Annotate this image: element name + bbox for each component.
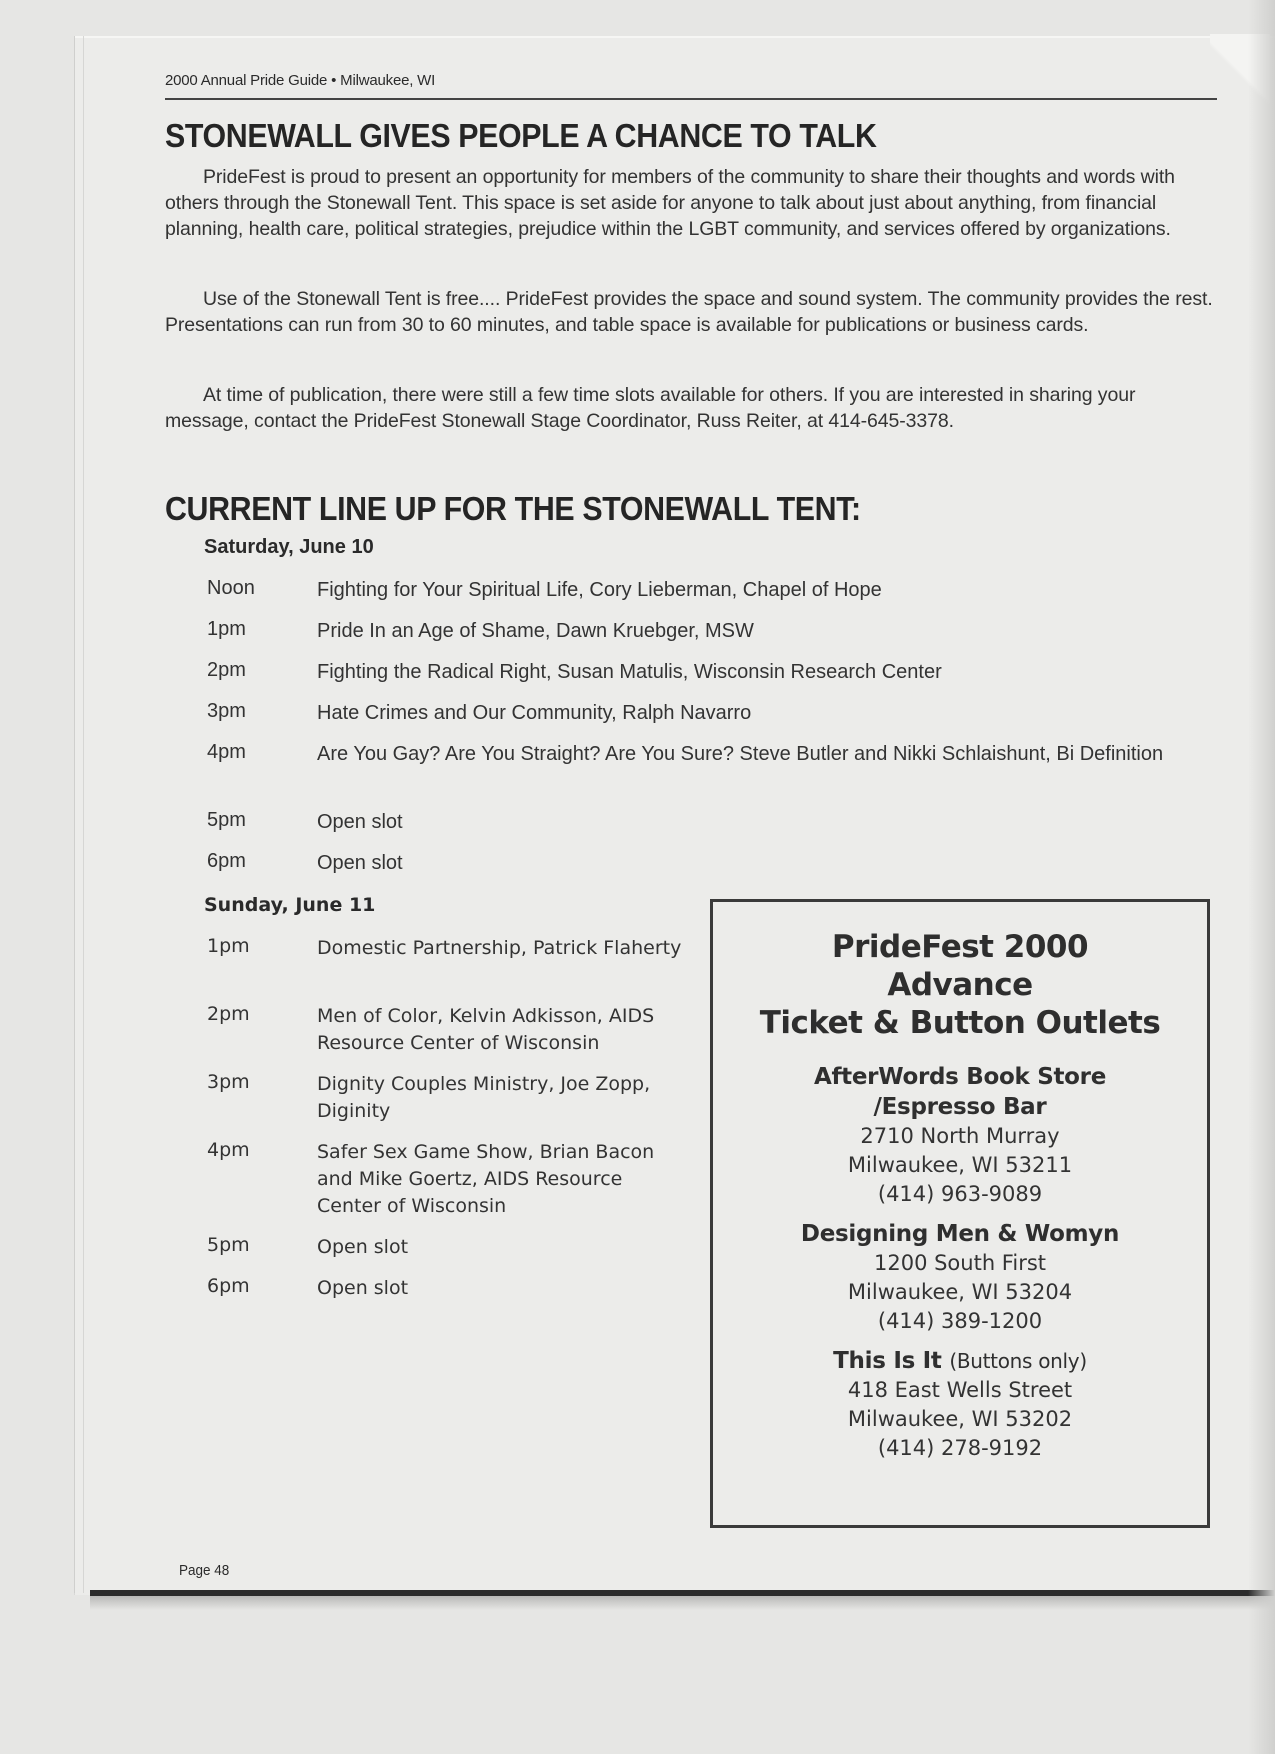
box-title [713, 928, 1207, 1042]
outlet-city: Milwaukee, WI 53202 [847, 1407, 1073, 1431]
slot-time: 6pm [207, 1275, 250, 1297]
binding-shadow [1248, 0, 1275, 1754]
slot-event: Men of Color, Kelvin Adkisson, AIDS Resource Center of Wisconsin [317, 1005, 655, 1054]
slot-time: 1pm [207, 935, 250, 957]
outlet-name: AfterWords Book Store [813, 1064, 1107, 1090]
page-edge [74, 36, 84, 1593]
slot-event: Pride In an Age of Shame, Dawn Kruebger, MSW [317, 620, 754, 642]
slot-event: Fighting the Radical Right, Susan Matulis, Wisconsin Research Center [317, 661, 942, 683]
box-title-line: Ticket & Button Outlets [759, 1005, 1161, 1041]
slot-event: Are You Gay? Are You Straight? Are You Sure? Steve Butler and Nikki Schlaishunt, Bi Definition [317, 743, 1164, 765]
slot-event: Fighting for Your Spiritual Life, Cory Lieberman, Chapel of Hope [317, 579, 882, 601]
outlet-phone: (414) 963-9089 [877, 1182, 1043, 1206]
outlet-address: 2710 North Murray [860, 1124, 1060, 1148]
page-shadow [90, 1596, 1275, 1610]
header-rule [165, 98, 1217, 100]
slot-time: 2pm [207, 1003, 250, 1025]
slot-time: 5pm [207, 809, 246, 831]
outlet-name: This Is It [833, 1348, 942, 1374]
paragraph-text: Use of the Stonewall Tent is free.... PrideFest provides the space and sound system. The community provides the rest. Presentations can run from 30 to 60 minutes, and table space is available for publications or business cards. [165, 288, 1213, 336]
slot-event: Safer Sex Game Show, Brian Bacon and Mike Goertz, AIDS Resource Center of Wisconsin [317, 1141, 655, 1217]
outlet-city: Milwaukee, WI 53211 [847, 1153, 1073, 1177]
outlet-city: Milwaukee, WI 53204 [847, 1280, 1073, 1304]
slot-time: 4pm [207, 741, 246, 763]
slot-event: Dignity Couples Ministry, Joe Zopp, Diginity [317, 1073, 651, 1122]
slot-event: Open slot [317, 1277, 409, 1299]
page-number: Page 48 [179, 1562, 230, 1579]
slot-time: 6pm [207, 850, 246, 872]
article-paragraph-1 [165, 164, 1215, 242]
outlet-designing-men-womyn [713, 1219, 1207, 1336]
ticket-outlets-box [710, 899, 1210, 1528]
slot-event: Open slot [317, 852, 403, 874]
outlet-name: Designing Men & Womyn [800, 1221, 1120, 1247]
slot-event: Open slot [317, 811, 403, 833]
slot-time: 2pm [207, 659, 246, 681]
slot-time: Noon [207, 577, 255, 599]
outlet-afterwords [713, 1062, 1207, 1209]
paragraph-text: PrideFest is proud to present an opportunity for members of the community to share their thoughts and words with others through the Stonewall Tent. This space is set aside for anyone to talk about just about anything, from financial planning, health care, political strategies, prejudice within the LGBT community, and services offered by organizations. [165, 166, 1175, 240]
paragraph-text: At time of publication, there were still a few time slots available for others. If you are interested in sharing your message, contact the PrideFest Stonewall Stage Coordinator, Russ Reiter, at 414-645-3378. [165, 384, 1136, 432]
outlet-this-is-it [713, 1346, 1207, 1463]
slot-event: Hate Crimes and Our Community, Ralph Navarro [317, 702, 752, 724]
day-heading-saturday: Saturday, June 10 [204, 536, 374, 558]
article-paragraph-2 [165, 286, 1215, 338]
outlet-address: 1200 South First [873, 1251, 1047, 1275]
article-title: STONEWALL GIVES PEOPLE A CHANCE TO TALK [165, 117, 877, 154]
box-title-line: PrideFest 2000 [831, 929, 1089, 965]
outlet-phone: (414) 278-9192 [877, 1436, 1043, 1460]
outlet-address: 418 East Wells Street [847, 1378, 1073, 1402]
outlet-name-row [713, 1346, 1207, 1376]
slot-event: Domestic Partnership, Patrick Flaherty [317, 937, 682, 959]
outlet-note: (Buttons only) [949, 1349, 1087, 1373]
slot-time: 3pm [207, 700, 246, 722]
lineup-title: CURRENT LINE UP FOR THE STONEWALL TENT: [165, 490, 861, 527]
running-head: 2000 Annual Pride Guide • Milwaukee, WI [165, 72, 436, 89]
slot-time: 5pm [207, 1234, 250, 1256]
box-title-line: Advance [887, 967, 1033, 1003]
outlet-phone: (414) 389-1200 [877, 1309, 1043, 1333]
article-paragraph-3 [165, 382, 1215, 434]
day-heading-sunday: Sunday, June 11 [204, 894, 376, 916]
outlet-name: /Espresso Bar [873, 1094, 1047, 1120]
slot-event: Open slot [317, 1236, 409, 1258]
slot-time: 1pm [207, 618, 246, 640]
slot-time: 3pm [207, 1071, 250, 1093]
slot-time: 4pm [207, 1139, 250, 1161]
